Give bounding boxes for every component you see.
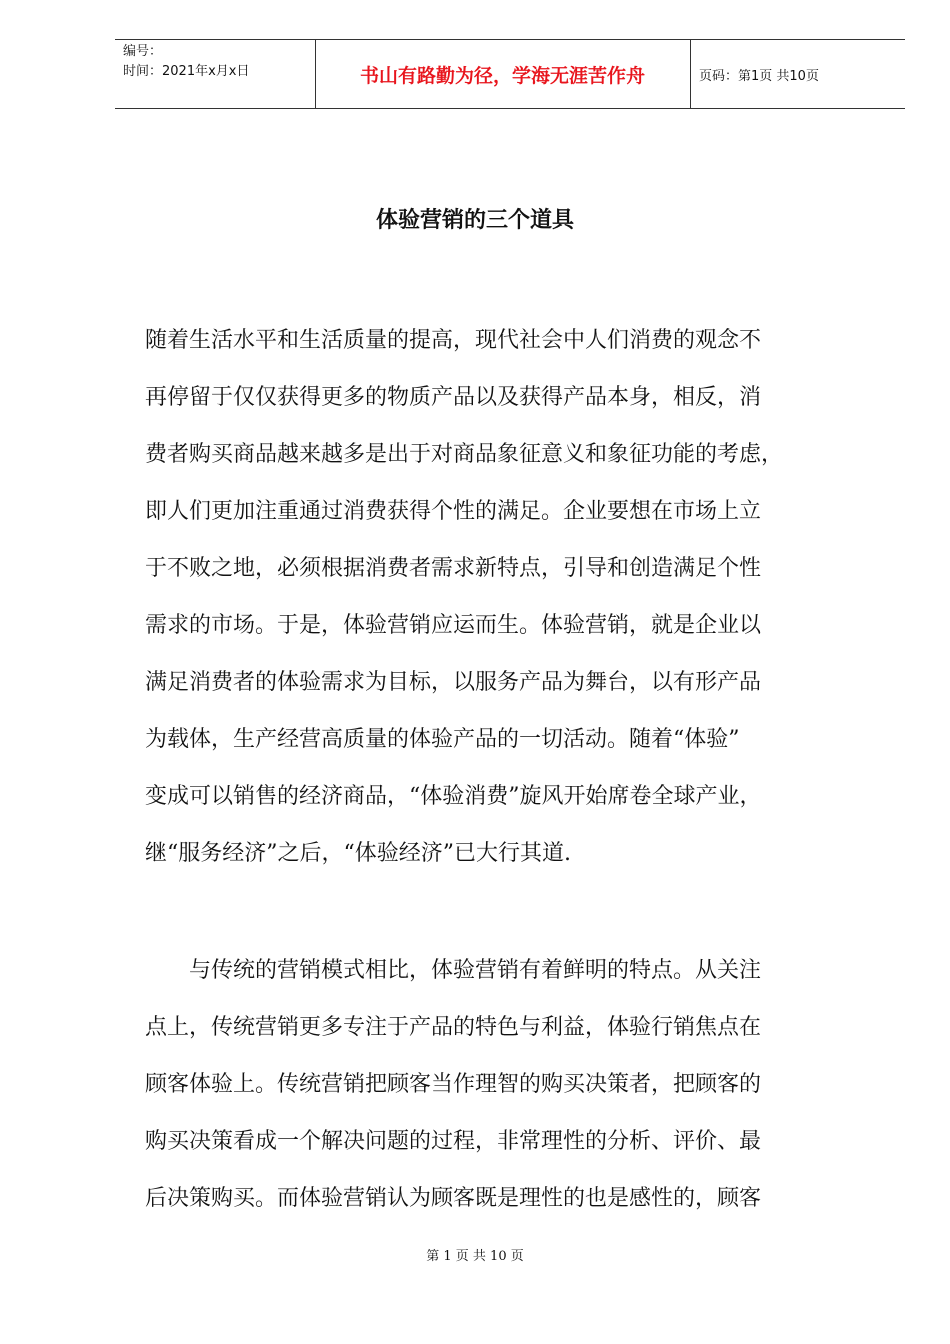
text-line: 费者购买商品越来越多是出于对商品象征意义和象征功能的考虑， <box>145 442 784 467</box>
text-line: 变成可以销售的经济商品，“体验消费”旋风开始席卷全球产业， <box>145 784 762 809</box>
page-footer: 第 1 页 共 10 页 <box>426 1249 524 1264</box>
text-line: 点上，传统营销更多专注于产品的特色与利益，体验行销焦点在 <box>145 1015 762 1040</box>
number-label: 编号： <box>123 44 163 59</box>
text-line: 需求的市场。于是，体验营销应运而生。体验营销，就是企业以 <box>145 613 762 638</box>
text-line: 即人们更加注重通过消费获得个性的满足。企业要想在市场上立 <box>145 499 762 524</box>
text-line: 满足消费者的体验需求为目标，以服务产品为舞台，以有形产品 <box>145 670 762 695</box>
text-line: 再停留于仅仅获得更多的物质产品以及获得产品本身，相反，消 <box>145 385 762 410</box>
text-line: 随着生活水平和生活质量的提高，现代社会中人们消费的观念不 <box>145 328 762 353</box>
text-line: 购买决策看成一个解决问题的过程，非常理性的分析、评价、最 <box>145 1129 762 1154</box>
header-meta <box>115 40 315 108</box>
document-title: 体验营销的三个道具 <box>375 207 574 233</box>
paragraph-2 <box>145 942 865 1227</box>
header-page-info: 页码：第1页 共10页 <box>699 68 819 84</box>
text-line: 于不败之地，必须根据消费者需求新特点，引导和创造满足个性 <box>145 556 762 581</box>
text-line: 与传统的营销模式相比，体验营销有着鲜明的特点。从关注 <box>145 958 762 983</box>
text-line: 顾客体验上。传统营销把顾客当作理智的购买决策者，把顾客的 <box>145 1072 762 1097</box>
header-motto: 书山有路勤为径，学海无涯苦作舟 <box>359 64 645 87</box>
paragraph-1 <box>145 312 865 882</box>
text-line: 为载体，生产经营高质量的体验产品的一切活动。随着“体验” <box>145 727 740 752</box>
header-table <box>115 39 905 109</box>
time-label: 时间：2021年x月x日 <box>123 64 250 79</box>
text-line: 后决策购买。而体验营销认为顾客既是理性的也是感性的，顾客 <box>145 1186 762 1211</box>
text-line: 继“服务经济”之后，“体验经济”已大行其道. <box>145 841 571 866</box>
